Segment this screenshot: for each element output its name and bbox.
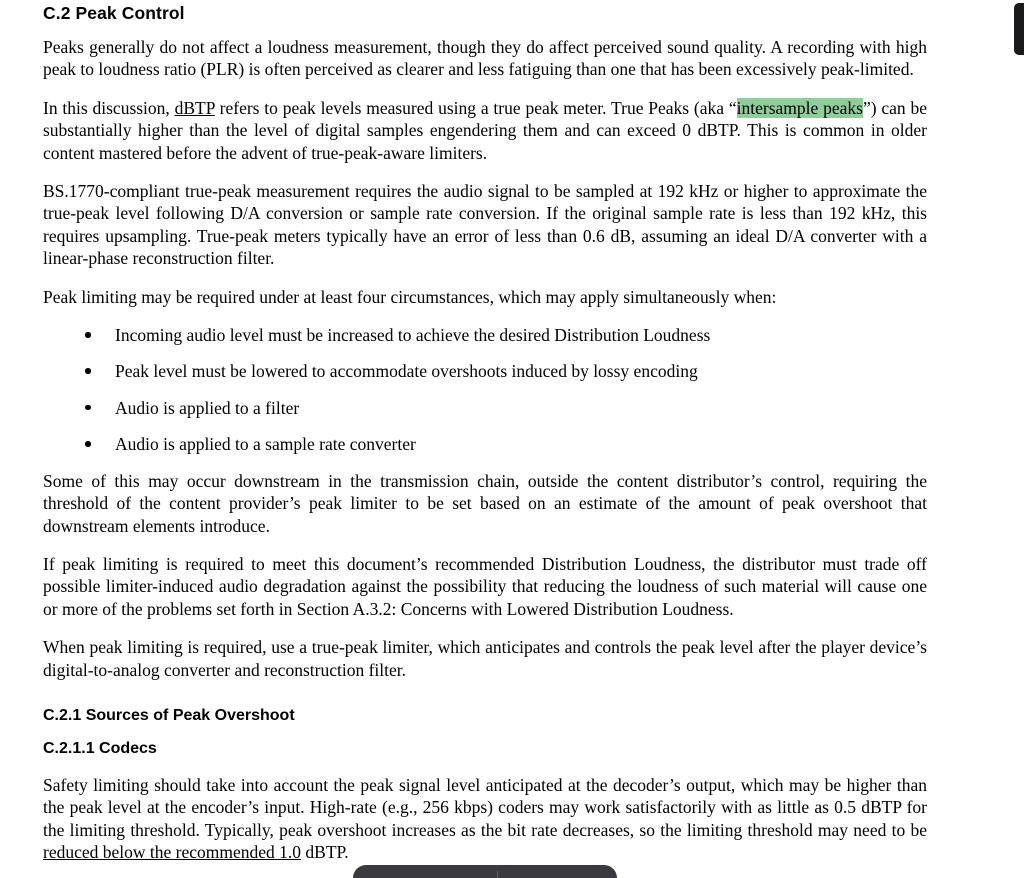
paragraph-codecs (43, 774, 927, 864)
text-run: When peak limiting is required, use a true-peak limiter, which anticipates and controls the peak level after the player device’s digital-to-analog converter and reconstruction filter. (43, 637, 927, 680)
text-run: BS.1770-compliant true-peak measurement requires the audio signal to be sampled at 192 kHz or higher to approximate the true-peak level following D/A conversion or sample rate conversion. If the original sample rate is less than 192 kHz, this requires upsampling. True-peak meters typically have an error of less than 0.6 dB, assuming an ideal D/A converter with a linear-phase reconstruction filter. (43, 181, 927, 269)
text-run: ”) can be substantially higher than the level of digital samples engendering them and can exceed 0 dBTP. This is common in older content mastered before the advent of true-peak-aware limiters. (43, 97, 927, 163)
underline-text: dBTP (174, 97, 215, 118)
paragraph-peak-limiting-intro (43, 286, 927, 308)
text-run: dBTP. (301, 842, 349, 863)
bullet-item: Audio is applied to a filter (115, 397, 927, 419)
floating-toolbar[interactable] (353, 865, 617, 878)
section-heading-c211: C.2.1.1 Codecs (43, 739, 157, 757)
paragraph-tradeoff (43, 553, 927, 620)
highlight-text: intersample peaks (736, 97, 863, 118)
paragraph-bs1770 (43, 180, 927, 270)
section-heading-c2: C.2 Peak Control (43, 3, 185, 23)
section-heading-c21: C.2.1 Sources of Peak Overshoot (43, 706, 295, 724)
text-run: Safety limiting should take into account the peak signal level anticipated at the decoder’s output, which may be higher than the peak level at the encoder’s input. High-rate (e.g., 256 kbps) coders may work satisfactorily with as little as 0.5 dBTP for the limiting threshold. Typically, peak overshoot increases as the bit rate decreases, so the limiting threshold may need to be (43, 774, 927, 840)
toolbar-divider (497, 871, 498, 878)
underline-text: reduced below the recommended 1.0 (43, 842, 302, 863)
text-run: In this discussion, (43, 97, 175, 118)
bullet-item: Audio is applied to a sample rate converter (115, 433, 927, 455)
bullet-item: Peak level must be lowered to accommodate overshoots induced by lossy encoding (115, 360, 927, 382)
text-run: Peak limiting may be required under at least four circumstances, which may apply simultaneously when: (43, 286, 777, 307)
paragraph-true-peak-limiter (43, 636, 927, 681)
text-run: Some of this may occur downstream in the transmission chain, outside the content distributor’s control, requiring the threshold of the content provider’s peak limiter to be set based on an estimate of the amount of peak overshoot that downstream elements introduce. (43, 470, 927, 536)
bullet-item: Incoming audio level must be increased to achieve the desired Distribution Loudness (115, 324, 927, 346)
paragraph-dbtp-truepeak (43, 97, 927, 164)
scrollbar-thumb[interactable] (1014, 3, 1024, 55)
text-run: If peak limiting is required to meet this document’s recommended Distribution Loudness, the distributor must trade off possible limiter-induced audio degradation against the possibility that reducing the loudness of such material will cause one or more of the problems set forth in Section A.3.2: Concerns with Lowered Distribution Loudness. (43, 553, 927, 619)
paragraph-downstream (43, 470, 927, 537)
peak-limiting-circumstances-list (43, 324, 927, 456)
text-run: refers to peak levels measured using a true peak meter. True Peaks (aka “ (214, 97, 737, 118)
text-run: Peaks generally do not affect a loudness measurement, though they do affect perceived sound quality. A recording with high peak to loudness ratio (PLR) is often perceived as clearer and less fatiguing than one that has been excessively peak-limited. (43, 37, 927, 80)
paragraph-peaks-general (43, 36, 927, 81)
